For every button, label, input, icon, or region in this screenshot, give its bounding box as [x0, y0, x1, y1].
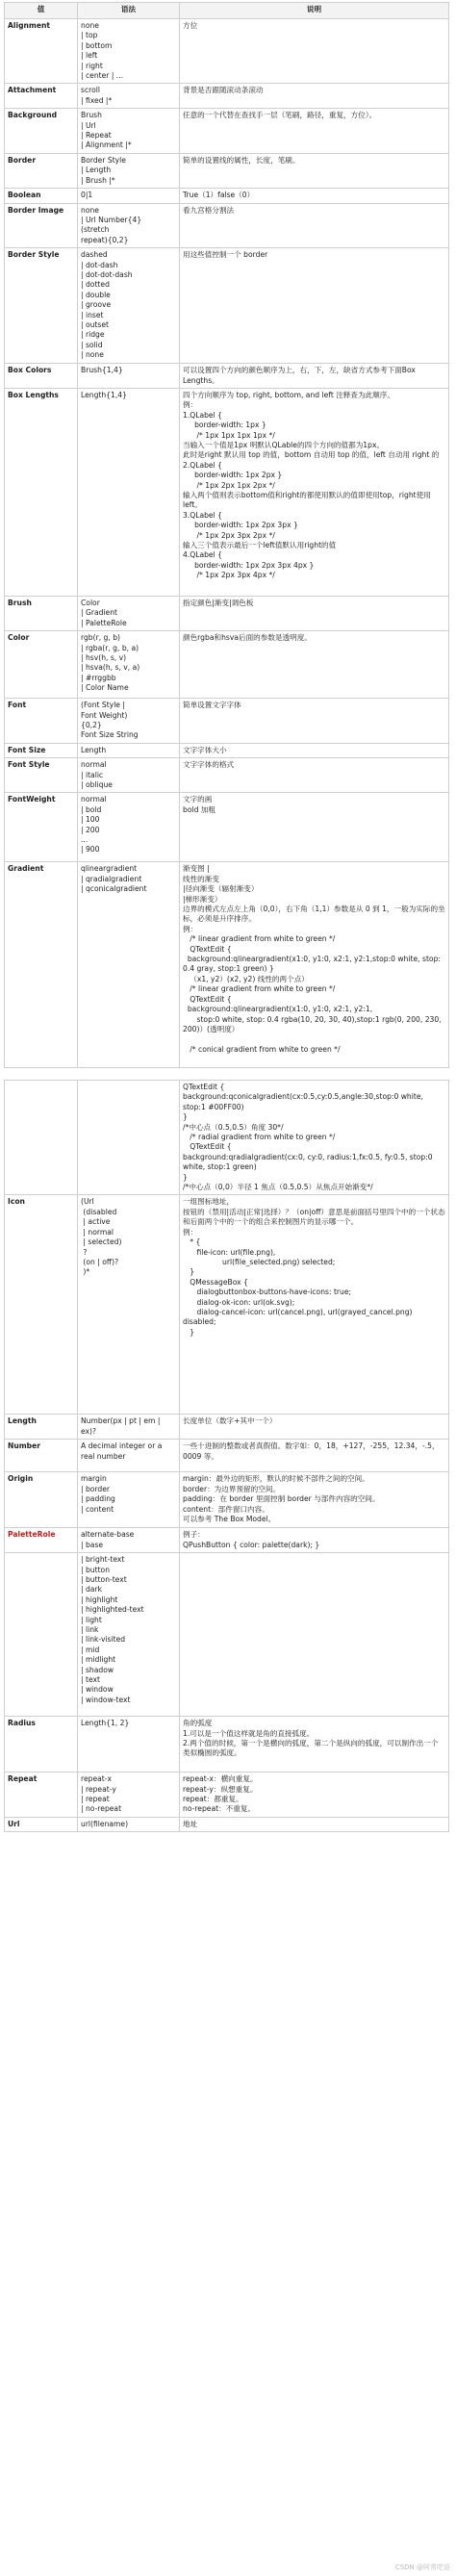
page-separator [0, 1075, 456, 1078]
row-syntax [78, 248, 180, 364]
table-row [5, 758, 449, 793]
desc-line: 长度单位（数字+其中一个） [183, 1416, 277, 1426]
syntax-line: | padding [81, 1494, 115, 1504]
row-key: FontWeight [5, 793, 78, 862]
row-desc [180, 19, 449, 84]
syntax-line: | Alignment |* [81, 140, 132, 150]
desc-line: （x1, y2）(x2, y2) 线性的两个点） [183, 974, 309, 983]
syntax-line: | 200 [81, 825, 100, 834]
desc-line: } [183, 1267, 195, 1277]
row-desc [180, 1817, 449, 1831]
syntax-line: | shadow [81, 1665, 114, 1674]
syntax-line: url(filename) [81, 1819, 129, 1828]
table-row [5, 203, 449, 248]
row-syntax [78, 1817, 180, 1831]
syntax-line: (disabled [81, 1207, 117, 1216]
row-syntax [78, 1081, 180, 1195]
syntax-line: qlineargradient [81, 864, 138, 874]
row-key: Length [5, 1415, 78, 1440]
syntax-line: normal [81, 760, 107, 770]
syntax-line: | top [81, 31, 98, 40]
desc-line: QTextEdit { [183, 1142, 232, 1152]
desc-line: 方位 [183, 21, 198, 30]
desc-line: |梯形渐变） [183, 894, 222, 904]
desc-line: 颜色rgba和hsva后面的参数是透明度。 [183, 633, 312, 643]
row-key: PaletteRole [5, 1528, 78, 1553]
syntax-line: Font Size String [81, 730, 139, 740]
table-row [5, 189, 449, 203]
row-desc [180, 153, 449, 188]
table-row [5, 1553, 449, 1717]
syntax-line: | 900 [81, 845, 100, 854]
syntax-line: (stretch [81, 225, 110, 235]
syntax-line: | button-text [81, 1574, 127, 1584]
syntax-line: | normal [81, 1227, 114, 1237]
desc-line: 可以设置四个方向的颜色顺序为上，右，下，左，缺省方式参考下面Box Lengths。 [183, 366, 418, 385]
syntax-line: ... [81, 835, 89, 845]
syntax-line: Length{1, 2} [81, 1719, 130, 1728]
syntax-line: | base [81, 1540, 104, 1549]
syntax-line: | window [81, 1685, 114, 1695]
row-desc [180, 793, 449, 862]
desc-line: dialogbuttonbox-buttons-have-icons: true; [183, 1288, 352, 1297]
desc-line: background:qradialgradient(cx:0, cy:0, radius:1,fx:0.5, fy:0.5, stop:0 white, stop:1 green) [183, 1152, 435, 1172]
row-key: Gradient [5, 862, 78, 1068]
row-desc [180, 1528, 449, 1553]
table-row [5, 1440, 449, 1472]
syntax-line: Color [81, 598, 100, 607]
desc-line: repeat：都重复。 [183, 1794, 243, 1803]
syntax-line: repeat-x [81, 1774, 112, 1784]
syntax-line: | highlight [81, 1594, 118, 1604]
desc-line: 2.QLabel { [183, 460, 222, 470]
syntax-line: )* [81, 1267, 90, 1277]
row-key: Border Style [5, 248, 78, 364]
row-key: Font Style [5, 758, 78, 793]
row-desc [180, 189, 449, 203]
row-desc [180, 84, 449, 109]
desc-line: 一组图标地址， [183, 1197, 235, 1207]
desc-line: margin：最外边的矩形，默认的时候不部件之间的空间。 [183, 1474, 369, 1484]
row-key: Font [5, 699, 78, 744]
row-syntax [78, 596, 180, 630]
desc-line: 渐变图 | [183, 864, 210, 874]
desc-line: /* linear gradient from white to green */ [183, 934, 336, 944]
row-key: Border Image [5, 203, 78, 248]
syntax-line: | mid [81, 1645, 100, 1654]
syntax-line [81, 1083, 176, 1092]
row-syntax [78, 631, 180, 699]
row-syntax [78, 1472, 180, 1528]
syntax-line: dashed [81, 250, 108, 260]
desc-line: /*中心点（0,0）半径 1 焦点（0.5,0.5）从焦点开始渐变*/ [183, 1183, 373, 1192]
syntax-line: | #rrggbb [81, 673, 116, 682]
syntax-line: | Brush |* [81, 175, 115, 185]
syntax-line: | bold [81, 804, 102, 814]
header-key: 值 [5, 3, 78, 19]
desc-line: 3.QLabel { [183, 510, 222, 520]
row-desc [180, 1773, 449, 1818]
row-syntax [78, 388, 180, 596]
table-row [5, 743, 449, 757]
row-key: Box Lengths [5, 388, 78, 596]
table-row [5, 1195, 449, 1415]
desc-line: 文字字体的格式 [183, 760, 235, 770]
syntax-line: Border Style [81, 155, 126, 165]
row-key: Brush [5, 596, 78, 630]
desc-line: 任意的一个代替在查找手一层（笔刷，路径，重复，方位）。 [183, 111, 377, 120]
desc-line: 输入三个值表示最后一个left值默认用right的值 [183, 541, 337, 550]
syntax-line: | PaletteRole [81, 618, 127, 627]
syntax-line: none [81, 21, 99, 30]
row-desc [180, 1553, 449, 1717]
desc-line: 文字字体大小 [183, 745, 227, 754]
row-syntax [78, 793, 180, 862]
row-syntax [78, 1440, 180, 1472]
desc-line: 背景是否跟随滚动条滚动 [183, 86, 264, 95]
syntax-line: Length{1,4} [81, 390, 127, 399]
syntax-line: | hsva(h, s, v, a) [81, 663, 140, 673]
row-desc [180, 1717, 449, 1773]
row-desc [180, 1415, 449, 1440]
syntax-line: (Url [81, 1197, 94, 1207]
table-row [5, 1472, 449, 1528]
desc-line: 此时是right 默认用 top 的值，bottom 自动用 top 的值，left 自动用 right 的 [183, 450, 440, 460]
syntax-line: | dot-dash [81, 260, 118, 269]
table-header-row [5, 3, 449, 19]
table-row [5, 1415, 449, 1440]
syntax-line: (Font Style | [81, 701, 125, 710]
syntax-line: | 100 [81, 815, 100, 825]
syntax-line: | right [81, 61, 103, 70]
syntax-line: | solid [81, 340, 103, 349]
syntax-line: | ridge [81, 330, 105, 340]
syntax-line: | outset [81, 319, 110, 329]
row-syntax [78, 364, 180, 389]
desc-line: background:qlineargradient(x1:0, y1:0, x2:1, y2:1,stop:0 white, stop: 0.4 gray, stop:1 green) } [183, 955, 443, 974]
table-row [5, 248, 449, 364]
desc-line: 简单的设置线的属性，长度，笔刷。 [183, 155, 300, 165]
syntax-line: | fixed |* [81, 95, 113, 105]
row-syntax [78, 1195, 180, 1415]
row-key: Background [5, 109, 78, 154]
row-desc [180, 743, 449, 757]
syntax-line: | oblique [81, 780, 113, 789]
syntax-line: | midlight [81, 1655, 116, 1665]
desc-line: 文字的画 [183, 795, 213, 804]
desc-line: dialog-cancel-icon: url(cancel.png), url(grayed_cancel.png) disabled; [183, 1307, 415, 1327]
row-key: Font Size [5, 743, 78, 757]
table-row [5, 84, 449, 109]
desc-line: 例： [183, 400, 198, 410]
row-syntax [78, 743, 180, 757]
desc-line: bold 加粗 [183, 804, 215, 814]
syntax-line: | no-repeat [81, 1804, 122, 1814]
desc-line: 地址 [183, 1819, 198, 1828]
desc-line: 当输入一个值是1px 明默认QLable的四个方向的值都为1px。 [183, 440, 385, 449]
row-desc [180, 248, 449, 364]
desc-line: 简单设置文字字体 [183, 701, 241, 710]
syntax-line: | rgba(r, g, b, a) [81, 643, 139, 652]
desc-line: border-width: 1px 2px 3px } [183, 521, 298, 530]
desc-line: stop:0 white, stop: 0.4 rgba(10, 20, 30, 40),stop:1 rgb(0, 200, 230, 200)）(透明度） [183, 1014, 444, 1033]
syntax-line: Length [81, 745, 107, 754]
desc-line: url(file_selected.png) selected; [183, 1257, 336, 1266]
table-row [5, 1773, 449, 1818]
desc-line: } [183, 1172, 188, 1182]
row-syntax [78, 1717, 180, 1773]
row-key: Boolean [5, 189, 78, 203]
syntax-line: | groove [81, 300, 112, 310]
syntax-line: | left [81, 51, 98, 61]
row-desc [180, 1440, 449, 1472]
syntax-line: | bright-text [81, 1555, 125, 1565]
desc-line: border-width: 1px 2px 3px 4px } [183, 560, 315, 570]
syntax-line: | Color Name [81, 683, 129, 693]
desc-line: /* 1px 2px 3px 4px */ [183, 571, 275, 580]
syntax-line: Font Weight) [81, 710, 128, 720]
syntax-line: | Repeat [81, 131, 112, 140]
desc-line: 用这些值控制一个 border [183, 250, 268, 260]
row-key: Attachment [5, 84, 78, 109]
syntax-line: normal [81, 795, 107, 804]
table-row [5, 364, 449, 389]
syntax-line: alternate-base [81, 1530, 135, 1540]
desc-line: repeat-y：纵想重复。 [183, 1784, 258, 1794]
desc-line: 按钮的（禁用|活动|正常|选择）？（on|off）意思是前面括号里四个中的一个状态和后面两个中的一个的组合来控制图片的显示哪一个。 [183, 1207, 445, 1227]
row-syntax [78, 19, 180, 84]
syntax-line: | Url Number{4} [81, 215, 142, 224]
syntax-line: 0|1 [81, 191, 93, 200]
syntax-line: | Length [81, 166, 112, 175]
desc-line: /* 1px 2px 3px 2px */ [183, 530, 275, 540]
syntax-line: (on | off)? [81, 1257, 119, 1266]
syntax-line: | link [81, 1624, 99, 1634]
reference-table-part1 [4, 2, 449, 1068]
row-desc [180, 388, 449, 596]
syntax-line: | link-visited [81, 1635, 126, 1645]
row-syntax [78, 862, 180, 1068]
row-key [5, 1553, 78, 1717]
syntax-line: | repeat-y [81, 1784, 116, 1794]
desc-line: QMessageBox { [183, 1277, 248, 1287]
desc-line: 线性的渐变 [183, 874, 219, 883]
row-key: Border [5, 153, 78, 188]
row-desc [180, 109, 449, 154]
desc-line: 2.两个值的时候，第一个是横向的弧度，第二个是纵向的弧度，可以制作出一个类似椭圆的弧度。 [183, 1738, 439, 1758]
desc-line: * { [183, 1237, 201, 1247]
desc-line: } [183, 1327, 195, 1337]
syntax-line: | dot-dot-dash [81, 269, 133, 279]
row-syntax [78, 109, 180, 154]
table-row [5, 1817, 449, 1831]
header-syntax: 语法 [78, 3, 180, 19]
syntax-line: | border [81, 1484, 111, 1493]
row-key: Radius [5, 1717, 78, 1773]
desc-line [183, 1034, 445, 1044]
syntax-line: | window-text [81, 1695, 131, 1704]
syntax-line: | qconicalgradient [81, 884, 147, 894]
syntax-line: | dotted [81, 280, 110, 290]
header-desc: 说明 [180, 3, 449, 19]
syntax-line: | highlighted-text [81, 1605, 144, 1615]
desc-line: /* conical gradient from white to green */ [183, 1044, 341, 1054]
syntax-line: | center | ... [81, 71, 124, 81]
desc-line: 例： [183, 1227, 198, 1237]
row-key: Box Colors [5, 364, 78, 389]
row-key: Origin [5, 1472, 78, 1528]
syntax-line: none [81, 205, 99, 215]
desc-line: QPushButton { color: palette(dark); } [183, 1540, 320, 1549]
syntax-line: A decimal integer or a real number [81, 1441, 165, 1461]
desc-line: border：为边界预留的空间。 [183, 1484, 281, 1493]
row-desc [180, 1081, 449, 1195]
syntax-line: | bottom [81, 40, 113, 50]
table-row [5, 631, 449, 699]
desc-line: |径向渐变（辐射渐变） [183, 884, 259, 894]
desc-line: QTextEdit { [183, 1083, 225, 1091]
desc-line: dialog-ok-icon: url(ok.svg); [183, 1297, 295, 1307]
syntax-line: ? [81, 1247, 88, 1257]
desc-line: 指定颜色|渐变|调色板 [183, 598, 254, 607]
table-row [5, 699, 449, 744]
desc-line: repeat-x：横向重复。 [183, 1774, 258, 1784]
row-desc [180, 1195, 449, 1415]
desc-line: 边界的模式左点左上角（0,0），右下角（1,1）参数是从 0 到 1，一般为实际的坐标，必须是升序排序。 [183, 905, 445, 924]
desc-line: True（1）false（0） [183, 191, 255, 200]
desc-line: border-width: 1px } [183, 421, 266, 430]
desc-line: 4.QLabel { [183, 550, 222, 560]
desc-line: /* 1px 2px 1px 2px */ [183, 480, 275, 490]
syntax-line: {0,2} [81, 720, 102, 729]
row-syntax [78, 1528, 180, 1553]
table-row [5, 596, 449, 630]
row-syntax [78, 153, 180, 188]
desc-line: background:qconicalgradient(cx:0.5,cy:0.5,angle:30,stop:0 white, stop:1 #00FF00) [183, 1092, 426, 1111]
row-syntax [78, 1553, 180, 1717]
row-desc [180, 596, 449, 630]
row-syntax [78, 189, 180, 203]
row-syntax [78, 1773, 180, 1818]
row-desc [180, 1472, 449, 1528]
table-row [5, 862, 449, 1068]
table-row [5, 1081, 449, 1195]
table-row [5, 793, 449, 862]
row-syntax [78, 203, 180, 248]
syntax-line: Brush [81, 111, 102, 120]
desc-line: /* 1px 1px 1px 1px */ [183, 430, 275, 440]
desc-line: 四个方向顺序为 top, right, bottom, and left 注释查为此顺序。 [183, 390, 394, 399]
row-desc [180, 631, 449, 699]
syntax-line: | qradialgradient [81, 874, 142, 883]
row-desc [180, 203, 449, 248]
syntax-line: | Gradient [81, 608, 118, 618]
syntax-line: | button [81, 1565, 111, 1574]
watermark: CSDN @阿常呓语 [394, 2563, 450, 2571]
desc-line [183, 1555, 445, 1565]
desc-line: /* radial gradient from white to green */ [183, 1133, 336, 1142]
row-syntax [78, 758, 180, 793]
desc-line: 例： [183, 924, 198, 933]
syntax-line: | italic [81, 770, 104, 779]
desc-line: 角的弧度 [183, 1719, 213, 1728]
row-key: Url [5, 1817, 78, 1831]
desc-line: 1.QLabel { [183, 410, 222, 420]
desc-line: content：部件窗口内容。 [183, 1504, 269, 1514]
row-key: Number [5, 1440, 78, 1472]
syntax-line: | inset [81, 310, 104, 319]
desc-line: 看九宫格分割法 [183, 205, 235, 215]
row-desc [180, 758, 449, 793]
desc-line: 1.可以是一个值这样就是角的直接弧度。 [183, 1728, 315, 1738]
desc-line: 输入两个值则表示bottom值和right的都使用默认的值即使用top，right使用left。 [183, 491, 431, 510]
table-row [5, 109, 449, 154]
syntax-line: Brush{1,4} [81, 366, 123, 375]
syntax-line: Number(px | pt | em | ex)? [81, 1416, 163, 1436]
desc-line: /*中心点（0.5,0.5）角度 30*/ [183, 1122, 284, 1132]
syntax-line: | selected) [81, 1237, 122, 1247]
row-syntax [78, 699, 180, 744]
syntax-line: | light [81, 1615, 102, 1624]
table-row [5, 153, 449, 188]
syntax-line: | none [81, 350, 104, 360]
syntax-line: repeat){0,2} [81, 235, 129, 244]
desc-line: 可以参考 The Box Model。 [183, 1514, 276, 1523]
syntax-line: | double [81, 290, 111, 299]
syntax-line: | repeat [81, 1794, 110, 1803]
desc-line: QTextEdit { [183, 944, 232, 954]
desc-line: no-repeat：不重复。 [183, 1804, 256, 1814]
syntax-line: rgb(r, g, b) [81, 633, 120, 643]
syntax-line: scroll [81, 86, 100, 95]
desc-line: background:qlineargradient(x1:0, y1:0, x2:1, y2:1, [183, 1005, 373, 1014]
row-desc [180, 364, 449, 389]
row-desc [180, 699, 449, 744]
row-key [5, 1081, 78, 1195]
desc-line: 一些十进制的整数或者真假值。数字如：0，18，+127，-255，12.34，-.5，0009 等。 [183, 1441, 440, 1461]
desc-line: file-icon: url(file.png), [183, 1247, 276, 1257]
desc-line: padding：在 border 里面控制 border 与部件内容的空间。 [183, 1494, 380, 1504]
table-row [5, 388, 449, 596]
desc-line: border-width: 1px 2px } [183, 471, 283, 480]
syntax-line: margin [81, 1474, 107, 1484]
desc-line: /* linear gradient from white to green */ [183, 984, 336, 994]
desc-line: } [183, 1112, 188, 1122]
row-key: Icon [5, 1195, 78, 1415]
syntax-line: | content [81, 1504, 114, 1514]
table-row [5, 1717, 449, 1773]
syntax-line: | hsv(h, s, v) [81, 652, 127, 662]
syntax-line: | Url [81, 120, 96, 130]
table-row [5, 1528, 449, 1553]
table-row [5, 19, 449, 84]
desc-line: QTextEdit { [183, 994, 232, 1004]
syntax-line: | text [81, 1674, 100, 1684]
row-syntax [78, 84, 180, 109]
row-desc [180, 862, 449, 1068]
row-key: Alignment [5, 19, 78, 84]
syntax-line: | active [81, 1217, 111, 1227]
reference-table-part2 [4, 1080, 449, 1832]
desc-line: 例子： [183, 1530, 205, 1540]
syntax-line: | dark [81, 1585, 102, 1594]
row-syntax [78, 1415, 180, 1440]
row-key: Repeat [5, 1773, 78, 1818]
row-key: Color [5, 631, 78, 699]
